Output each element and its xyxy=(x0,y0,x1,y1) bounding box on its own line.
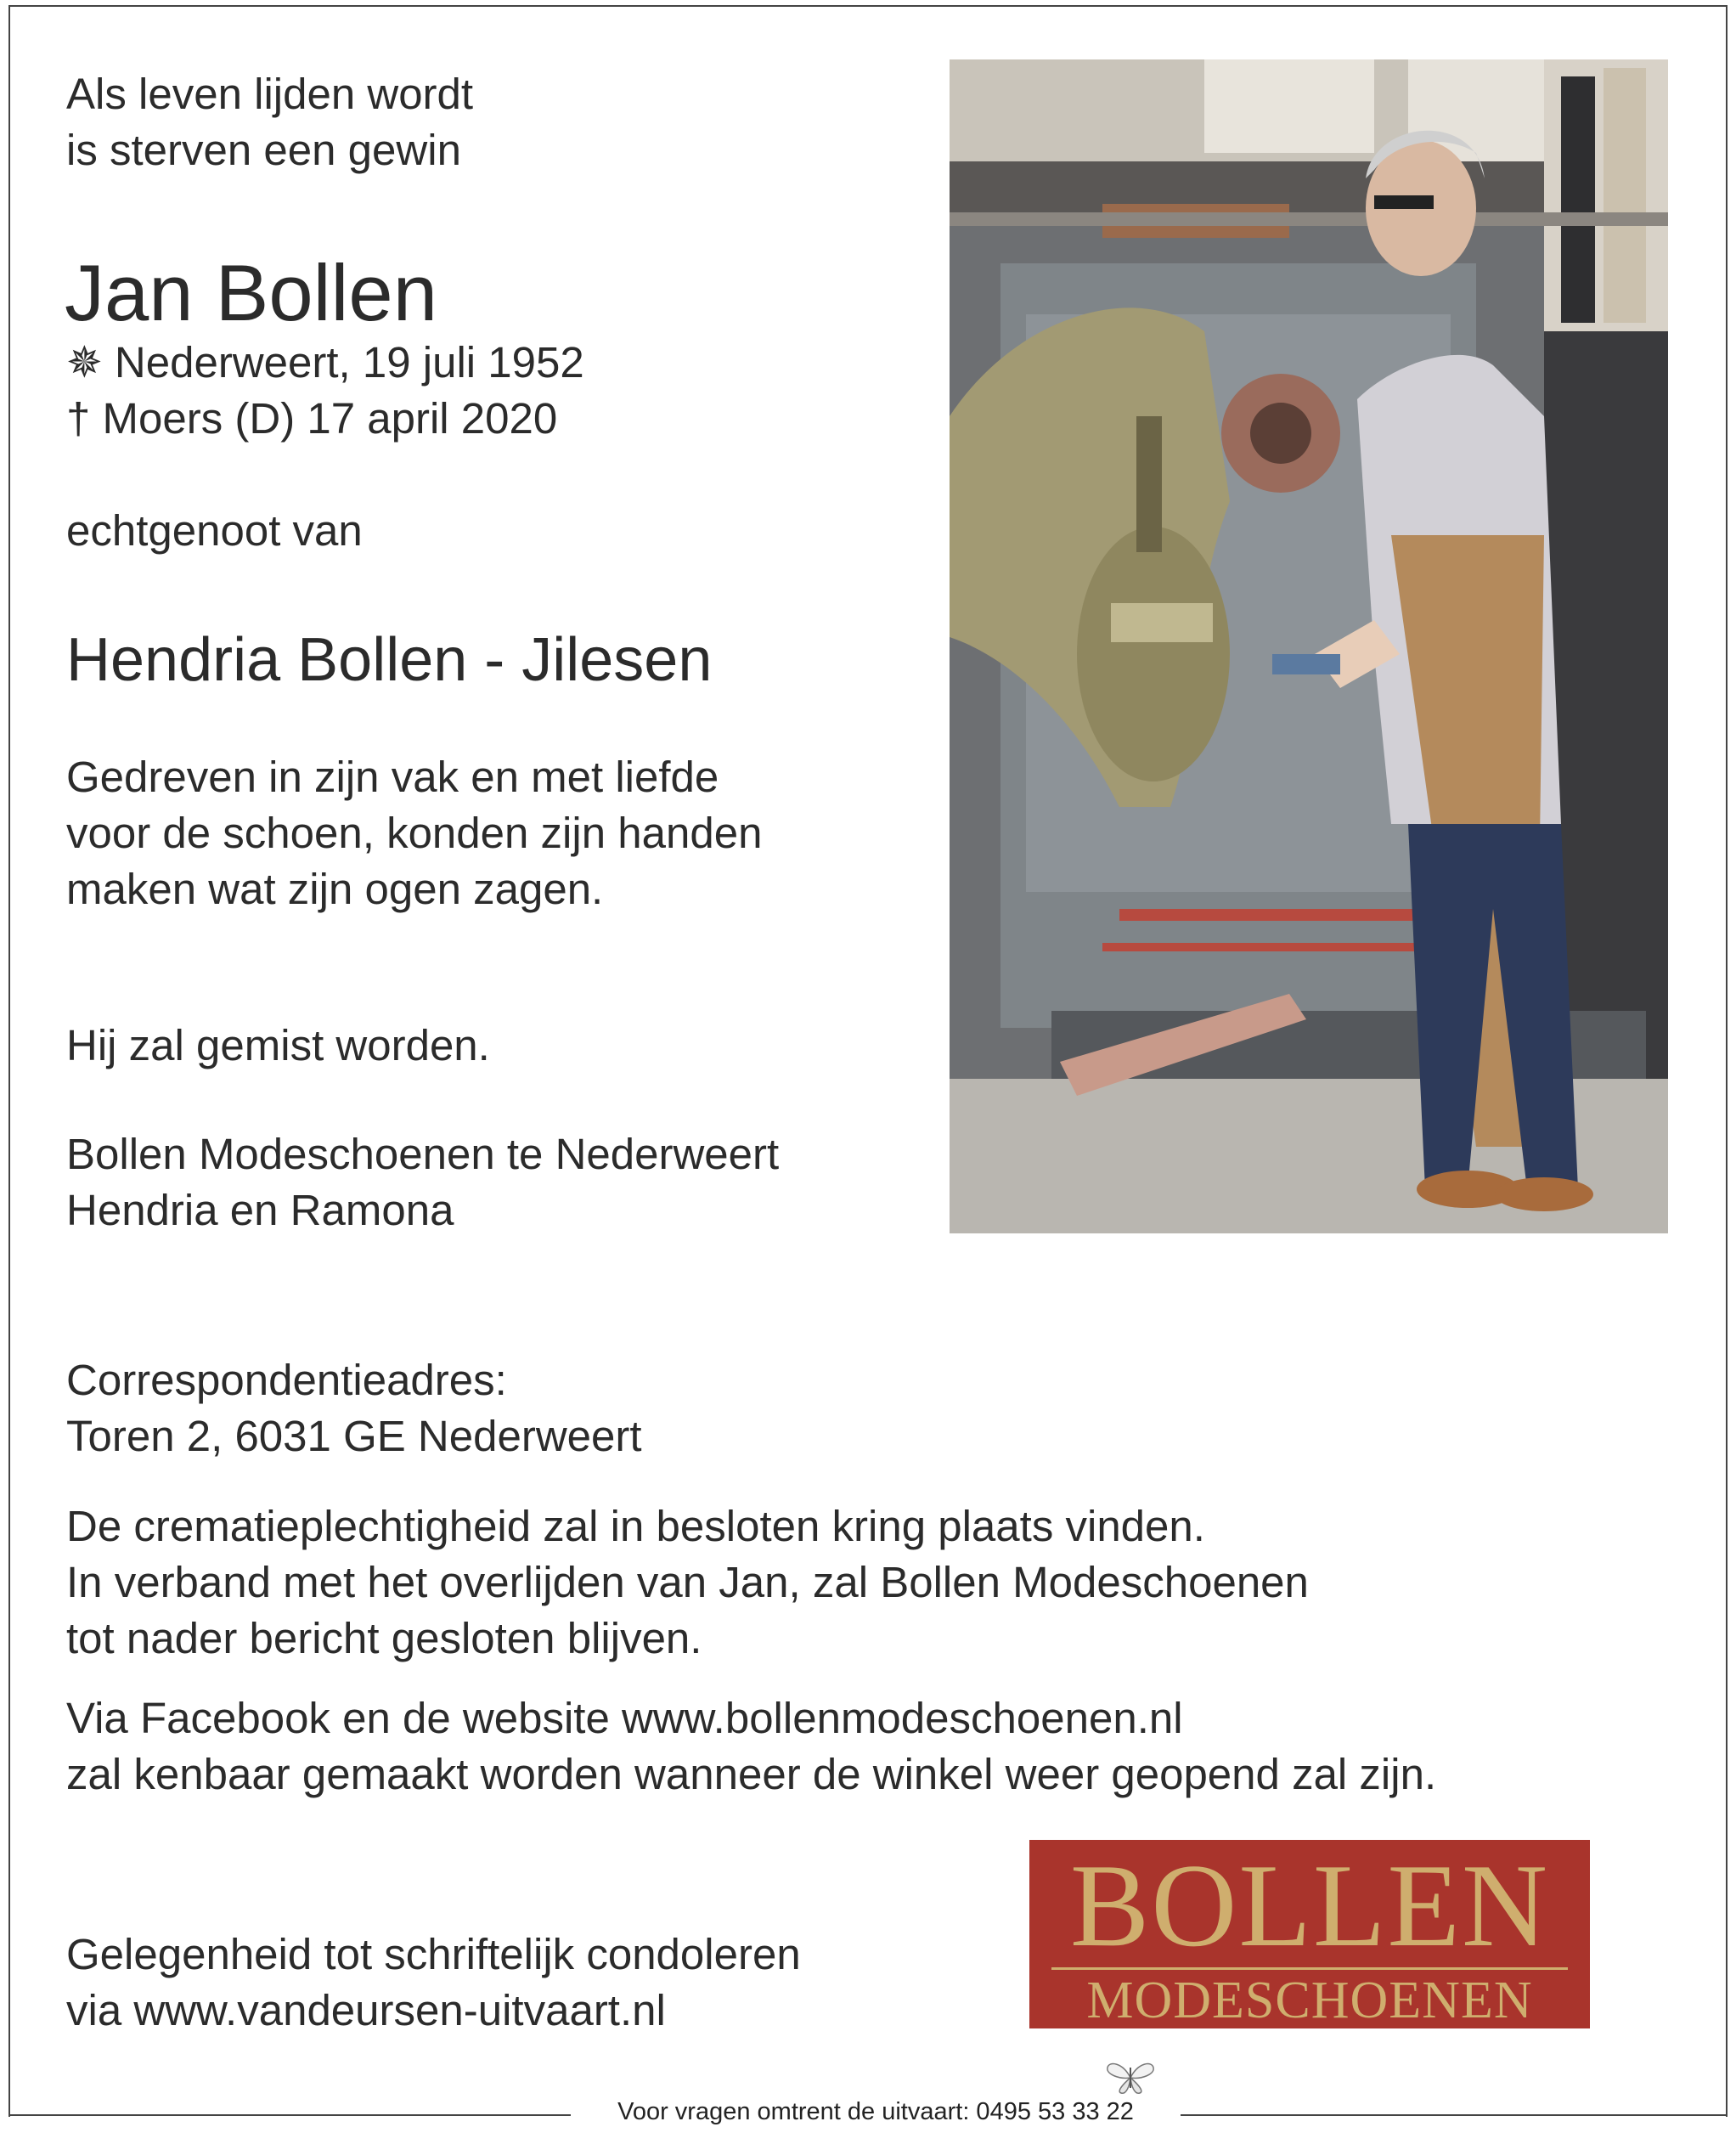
missed-text: Hij zal gemist worden. xyxy=(66,1021,490,1069)
deceased-name: Jan Bollen xyxy=(65,248,437,337)
butterfly-icon xyxy=(1104,2059,1157,2096)
address-value: Toren 2, 6031 GE Nederweert xyxy=(66,1412,642,1460)
cremation-notice xyxy=(66,1498,1309,1667)
condolence xyxy=(66,1927,801,2039)
motto-line-1: Als leven lijden wordt xyxy=(66,70,474,118)
tribute-line-1: Gedreven in zijn vak en met liefde xyxy=(66,753,719,801)
birth-line: ✵ Nederweert, 19 juli 1952 xyxy=(66,338,584,386)
spouse-intro: echtgenoot van xyxy=(66,506,363,555)
tribute-line-3: maken wat zijn ogen zagen. xyxy=(66,865,604,913)
footer-rule-left xyxy=(8,2114,571,2116)
website-notice xyxy=(66,1690,1436,1803)
condolence-line-1: Gelegenheid tot schriftelijk condoleren xyxy=(66,1930,801,1978)
footer-contact: Voor vragen omtrent de uitvaart: 0495 53 33 22 xyxy=(617,2098,1134,2125)
website-line-1: Via Facebook en de website www.bollenmodeschoenen.nl xyxy=(66,1694,1183,1742)
logo-divider xyxy=(1051,1967,1568,1970)
tribute-line-2: voor de schoen, konden zijn handen xyxy=(66,809,763,857)
life-dates xyxy=(66,335,584,447)
notice-line-3: tot nader bericht gesloten blijven. xyxy=(66,1614,702,1662)
signers xyxy=(66,1126,779,1238)
logo-text-modeschoenen: MODESCHOENEN xyxy=(1086,1972,1533,2029)
motto xyxy=(66,66,473,178)
address-label: Correspondentieadres: xyxy=(66,1356,507,1404)
notice-line-1: De crematieplechtigheid zal in besloten kring plaats vinden. xyxy=(66,1502,1205,1550)
logo-text-bollen: BOLLEN xyxy=(1069,1840,1550,1972)
motto-line-2: is sterven een gewin xyxy=(66,126,461,174)
shoemaker-photo xyxy=(950,59,1668,1233)
correspondence-address xyxy=(66,1352,642,1464)
notice-line-2: In verband met het overlijden van Jan, zal Bollen Modeschoenen xyxy=(66,1558,1309,1606)
bollen-modeschoenen-logo xyxy=(1029,1840,1590,2028)
website-line-2: zal kenbaar gemaakt worden wanneer de winkel weer geopend zal zijn. xyxy=(66,1750,1437,1798)
signers-line-2: Hendria en Ramona xyxy=(66,1186,454,1234)
death-line: † Moers (D) 17 april 2020 xyxy=(66,394,558,443)
tribute xyxy=(66,749,762,917)
condolence-line-2: via www.vandeursen-uitvaart.nl xyxy=(66,1986,666,2034)
spouse-name: Hendria Bollen - Jilesen xyxy=(66,626,713,694)
signers-line-1: Bollen Modeschoenen te Nederweert xyxy=(66,1130,780,1178)
footer-rule-right xyxy=(1181,2114,1728,2116)
